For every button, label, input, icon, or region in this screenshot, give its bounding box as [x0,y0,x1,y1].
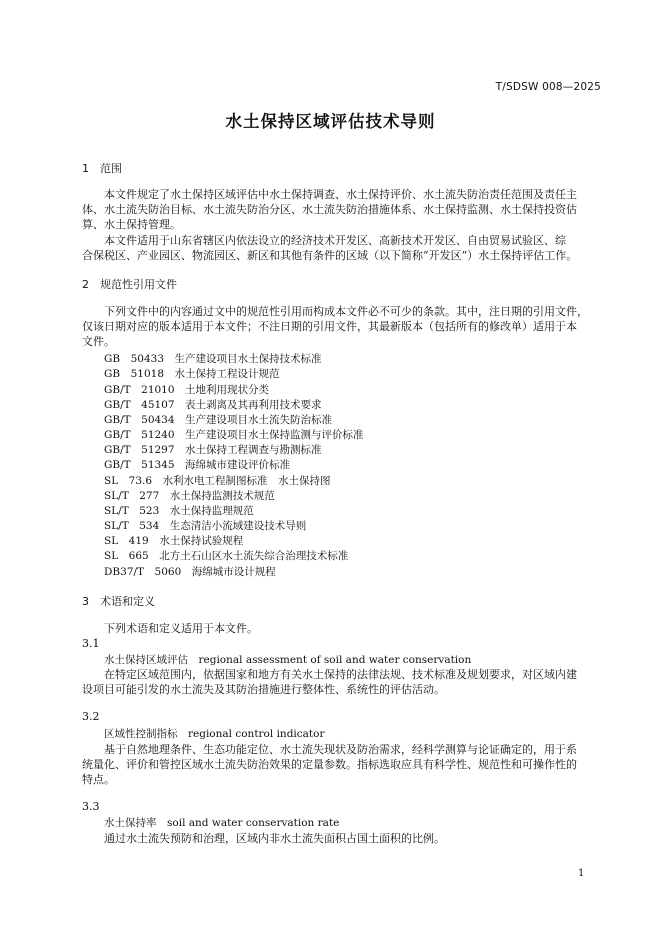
reference-item: SL/T 277 水土保持监测技术规范 [104,490,275,502]
section-1-para2-line2: 合保税区、产业园区、物流园区、新区和其他有条件的区域（以下简称“开发区”）水土保持评估工作。 [82,249,578,262]
section-1-heading: 1 范围 [82,162,122,175]
section-1-para1-line3: 算、水土保持管理。 [82,218,181,231]
section-3-heading: 3 术语和定义 [82,595,155,608]
term-definition-line2: 统量化、评价和管控区域水土流失防治效果的定量参数。指标选取应具有科学性、规范性和可操作性的 [82,758,577,771]
term-definition-line2: 设项目可能引发的水土流失及其防治措施进行整体性、系统性的评估活动。 [82,683,445,696]
section-1-para1-line2: 体、水土流失防治目标、水土流失防治分区、水土流失防治措施体系、水土保持监测、水土保持投资估 [82,203,577,216]
reference-item: GB 51018 水土保持工程设计规范 [104,368,280,380]
section-2-heading: 2 规范性引用文件 [82,278,177,291]
section-2-intro-line1: 下列文件中的内容通过文中的规范性引用而构成本文件必不可少的条款。其中，注日期的引用文件， [104,305,588,318]
section-3-intro: 下列术语和定义适用于本文件。 [104,622,258,635]
reference-item: GB/T 21010 土地利用现状分类 [104,384,270,396]
term-title: 水土保持率 soil and water conservation rate [104,817,340,829]
reference-item: SL 419 水土保持试验规程 [104,535,244,547]
term-number: 3.2 [82,710,100,723]
reference-item: SL 73.6 水利水电工程制图标准 水土保持图 [104,475,331,487]
reference-item: SL/T 523 水土保持监理规范 [104,505,254,517]
reference-item: GB/T 50434 生产建设项目水土流失防治标准 [104,414,333,426]
section-1-para2-line1: 本文件适用于山东省辖区内依法设立的经济技术开发区、高新技术开发区、自由贸易试验区、综 [104,234,566,247]
reference-item: GB/T 51297 水土保持工程调查与勘测标准 [104,444,322,456]
term-definition-line1: 基于自然地理条件、生态功能定位、水土流失现状及防治需求，经科学测算与论证确定的，用于系 [104,743,577,756]
reference-item: GB/T 45107 表土剥离及其再利用技术要求 [104,399,322,411]
term-title: 区域性控制指标 regional control indicator [104,728,325,740]
reference-item: DB37/T 5060 海绵城市设计规程 [104,566,276,578]
term-definition-line1: 通过水土流失预防和治理，区域内非水土流失面积占国土面积的比例。 [104,832,445,845]
reference-item: GB/T 51240 生产建设项目水土保持监测与评价标准 [104,429,364,441]
document-title: 水土保持区域评估技术导则 [225,112,436,131]
term-number: 3.1 [82,637,100,650]
section-2-intro-line3: 文件。 [82,335,115,348]
page-number: 1 [578,868,585,879]
reference-item: GB/T 51345 海绵城市建设评价标准 [104,459,291,471]
document-code: T/SDSW 008—2025 [495,81,601,93]
term-title: 水土保持区域评估 regional assessment of soil and water conservation [104,654,472,666]
term-number: 3.3 [82,800,100,813]
term-definition-line1: 在特定区域范围内，依据国家和地方有关水土保持的法律法规、技术标准及规划要求，对区域内建 [104,668,577,681]
reference-item: GB 50433 生产建设项目水土保持技术标准 [104,353,322,365]
reference-item: SL/T 534 生态清洁小流域建设技术导则 [104,520,307,532]
section-2-intro-line2: 仅该日期对应的版本适用于本文件；不注日期的引用文件，其最新版本（包括所有的修改单）适用于本 [82,320,577,333]
term-definition-line3: 特点。 [82,773,115,786]
section-1-para1-line1: 本文件规定了水土保持区域评估中水土保持调查、水土保持评价、水土流失防治责任范围及责任主 [104,188,577,201]
reference-item: SL 665 北方土石山区水土流失综合治理技术标准 [104,550,349,562]
